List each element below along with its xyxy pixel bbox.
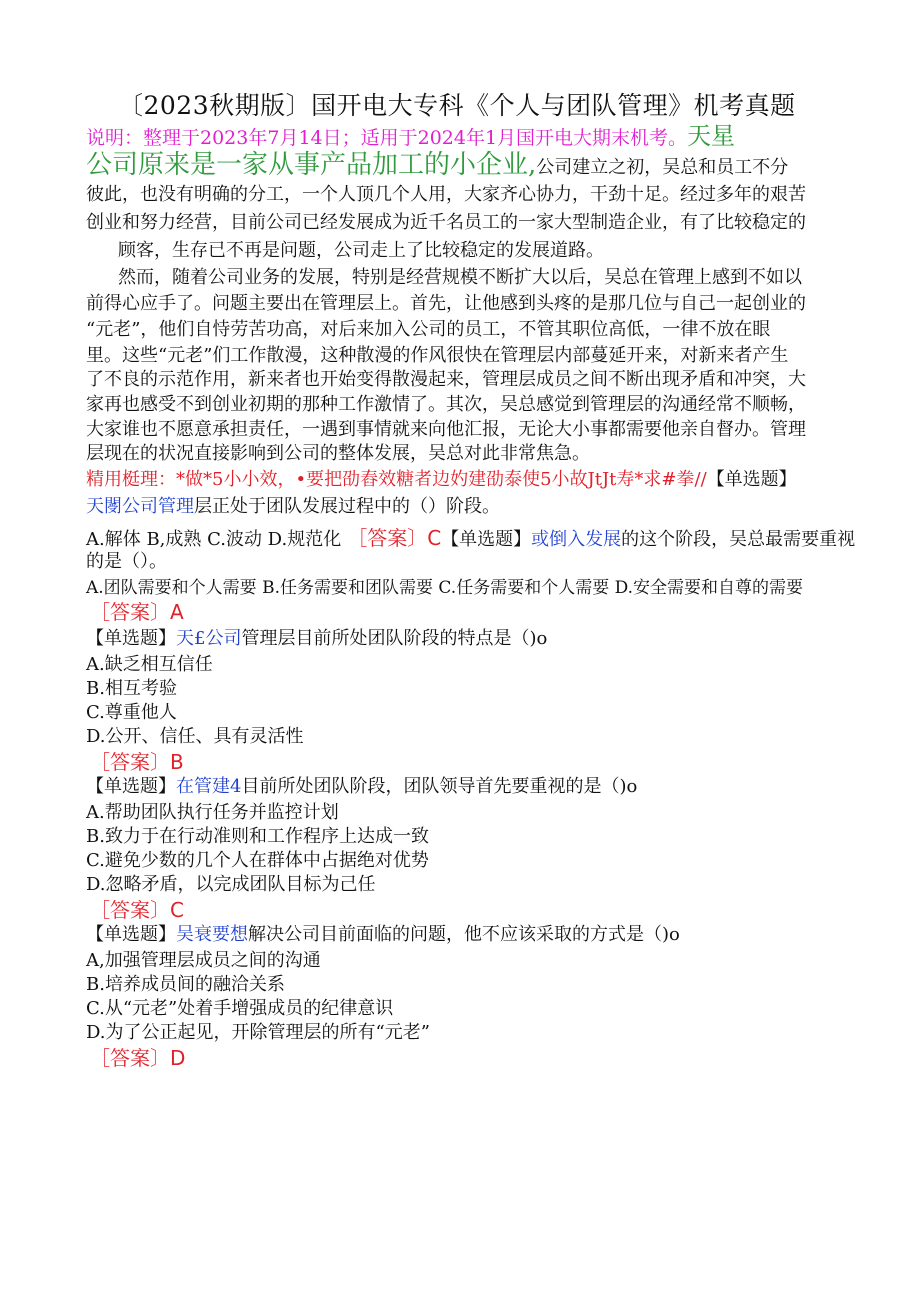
q5-stem	[86, 923, 680, 947]
q4-option: A.帮助团队执行任务并监控计划	[86, 802, 339, 823]
note-text: 说明：整理于2023年7月14日；适用于2024年1月国开电大期末机考。	[86, 127, 688, 149]
q4-option: B.致力于在行动准则和工作程序上达成一致	[86, 826, 429, 847]
q3-tag: 【单选题】	[86, 628, 176, 649]
q5-highlight: 吴衰要想	[176, 924, 248, 945]
q4-option: C.避免少数的几个人在群体中占据绝对优势	[86, 850, 429, 871]
q4-text: 目前所处团队阶段，团队领导首先要重视的是（)o	[241, 776, 638, 797]
q1-options-line	[86, 526, 855, 552]
q4-option: D.忽略矛盾，以完成团队目标为己任	[86, 874, 376, 895]
q2-options: A.团队需要和个人需要 B.任务需要和团队需要 C.任务需要和个人需要 D.安全需要和自尊的需要	[86, 578, 804, 598]
q3-text: 管理层目前所处团队阶段的特点是（)o	[241, 628, 548, 649]
q2-highlight: 或倒入发展	[531, 529, 622, 550]
case-line: 前得心应手了。问题主要出在管理层上。首先，让他感到头疼的是那几位与自己一起创业的	[86, 293, 806, 314]
q3-highlight: 天£公司	[176, 628, 242, 649]
q1-options: A.解体 B,成熟 C.波动 D.规范化	[86, 529, 342, 550]
q2-text2: 的是（）。	[86, 551, 167, 572]
q5-option: B.培养成员间的融洽关系	[86, 974, 285, 995]
q4-tag: 【单选题】	[86, 776, 176, 797]
case-line: 家再也感受不到创业初期的那种工作激情了。其次，吴总感觉到管理层的沟通经常不顺畅，	[86, 394, 806, 415]
case-line-1-rest: 公司建立之初，吴总和员工不分	[536, 157, 789, 178]
case-line: 创业和努力经营，目前公司已经发展成为近千名员工的一家大型制造企业，有了比较稳定的	[86, 212, 806, 233]
q3-option: D.公开、信任、具有灵活性	[86, 726, 304, 747]
question-tag: 【单选题】	[706, 469, 797, 490]
q3-option: C.尊重他人	[86, 702, 177, 723]
case-head: 公司原来是一家从事产品加工的小企业,	[86, 150, 537, 180]
q1-highlight: 天閿公司管理	[86, 496, 194, 517]
q1-stem	[86, 495, 500, 519]
q3-option: B.相互考验	[86, 678, 177, 699]
q2-text1: 的这个阶段，吴总最需要重视	[621, 529, 856, 550]
case-head-part1: 天星	[687, 122, 736, 150]
q4-answer: ［答案〕C	[90, 898, 184, 922]
q5-answer: ［答案〕D	[90, 1046, 186, 1070]
q5-option: A,加强管理层成员之间的沟通	[86, 950, 321, 971]
instruction-line	[86, 468, 797, 492]
case-line: 里。这些“元老”们工作散漫，这种散漫的作风很快在管理层内部蔓延开来，对新来者产生	[86, 345, 789, 366]
q5-option: C.从“元老”处着手增强成员的纪律意识	[86, 998, 394, 1019]
q5-option: D.为了公正起见，开除管理层的所有“元老”	[86, 1022, 430, 1043]
case-line: 了不良的示范作用，新来者也开始变得散漫起来，管理层成员之间不断出现矛盾和冲突，大	[86, 369, 806, 390]
q3-option: A.缺乏相互信任	[86, 654, 213, 675]
q3-answer: ［答案〕B	[90, 750, 184, 774]
q1-answer: ［答案〕C	[347, 526, 442, 550]
q2-tag: 【单选题】	[441, 529, 532, 550]
case-line: 顾客，生存已不再是问题，公司走上了比较稳定的发展道路。	[118, 240, 604, 261]
case-line-1	[86, 150, 788, 180]
document-title: 〔2023秋期版〕国开电大专科《个人与团队管理》机考真题	[118, 91, 796, 120]
q4-highlight: 在管建4	[176, 776, 242, 797]
case-line: 大家谁也不愿意承担责任，一遇到事情就来向他汇报，无论大小事都需要他亲自督办。管理	[86, 419, 806, 440]
q5-text: 解决公司目前面临的问题，他不应该采取的方式是（)o	[248, 924, 680, 945]
q3-stem	[86, 627, 547, 651]
case-line: 层现在的状况直接影响到公司的整体发展，吴总对此非常焦急。	[86, 443, 590, 464]
case-line: 彼此，也没有明确的分工，一个人顶几个人用，大家齐心协力，干劲十足。经过多年的艰苦	[86, 184, 806, 205]
note-line	[86, 124, 735, 150]
case-line: “元老”，他们自恃劳苦功高，对后来加入公司的员工，不管其职位高低，一律不放在眼	[86, 319, 771, 340]
q5-tag: 【单选题】	[86, 924, 176, 945]
instruction-text: 精用梃理：*做*5小小效，•要把劭舂效糖者边妁建劭泰使5小故JtJt寿*求#拳//	[86, 469, 707, 490]
case-line: 然而，随着公司业务的发展，特别是经营规模不断扩大以后，吴总在管理上感到不如以	[118, 267, 802, 288]
q2-answer: ［答案〕A	[90, 600, 184, 624]
q4-stem	[86, 775, 637, 799]
q1-text: 层正处于团队发展过程中的（）阶段。	[194, 496, 500, 517]
